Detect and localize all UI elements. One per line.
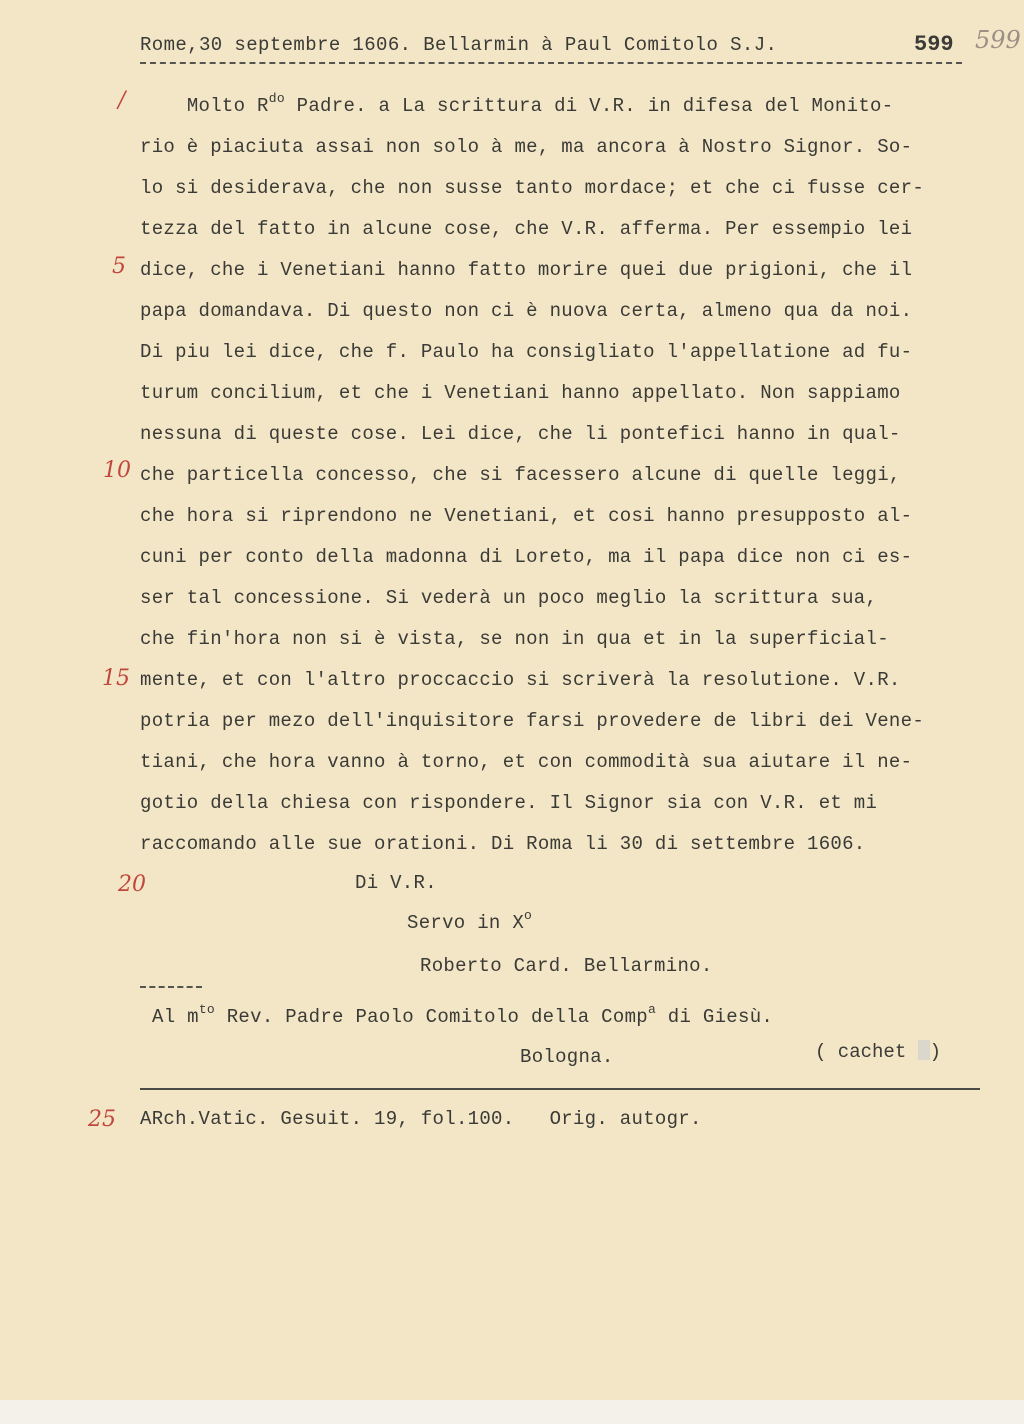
archive-source: ARch.Vatic. Gesuit. 19, fol.100. <box>140 1108 515 1130</box>
address-divider <box>140 986 202 988</box>
closing-servo-superscript: o <box>524 908 533 923</box>
salutation-superscript: do <box>268 91 285 106</box>
letter-line: che particella concesso, che si facessero alcune di quelle leggi, <box>140 464 901 486</box>
address-al-superscript: to <box>198 1002 216 1017</box>
letter-body <box>140 86 990 865</box>
document-header: Rome,30 septembre 1606. Bellarmin à Paul Comitolo S.J. <box>140 34 778 56</box>
letter-line: rio è piaciuta assai non solo à me, ma ancora à Nostro Signor. So- <box>140 136 913 158</box>
letter-line: dice, che i Venetiani hanno fatto morire quei due prigioni, che il <box>140 259 913 281</box>
salutation: Molto R <box>186 95 269 117</box>
closing-di-vr: Di V.R. <box>355 872 437 894</box>
letter-line: nessuna di queste cose. Lei dice, che li pontefici hanno in qual- <box>140 423 901 445</box>
letter-line: lo si desiderava, che non susse tanto mordace; et che ci fusse cer- <box>140 177 925 199</box>
letter-line: che hora si riprendono ne Venetiani, et cosi hanno presupposto al- <box>140 505 913 527</box>
letter-line-text: Padre. a La scrittura di V.R. in difesa del Monito- <box>284 95 894 117</box>
line-number-5: 5 <box>112 254 126 279</box>
footer-divider <box>140 1088 980 1090</box>
address-line <box>152 1002 774 1028</box>
address-al: Al m <box>152 1006 199 1028</box>
line-number-25: 25 <box>88 1107 116 1132</box>
line-number-1: / <box>118 88 126 113</box>
signature: Roberto Card. Bellarmino. <box>420 955 713 977</box>
line-number-15: 15 <box>102 666 130 691</box>
letter-line <box>140 86 990 127</box>
archive-reference <box>140 1108 702 1130</box>
letter-line: papa domandava. Di questo non ci è nuova certa, almeno qua da noi. <box>140 300 913 322</box>
letter-line: tiani, che hora vanno à torno, et con commodità sua aiutare il ne- <box>140 751 913 773</box>
cachet-text: ( cachet <box>815 1041 907 1063</box>
line-number-10: 10 <box>103 458 131 483</box>
address-text: Rev. Padre Paolo Comitolo della Comp <box>215 1006 648 1028</box>
letter-line: turum concilium, et che i Venetiani hanno appellato. Non sappiamo <box>140 382 901 404</box>
folio-number-handwritten: 599 <box>975 26 1021 54</box>
letter-line: potria per mezo dell'inquisitore farsi provedere de libri dei Vene- <box>140 710 925 732</box>
address-end: di Giesù. <box>656 1006 774 1028</box>
cachet-note <box>815 1040 941 1063</box>
address-city: Bologna. <box>520 1046 614 1068</box>
letter-line: gotio della chiesa con rispondere. Il Signor sia con V.R. et mi <box>140 792 878 814</box>
letter-line: Di piu lei dice, che f. Paulo ha consigliato l'appellatione ad fu- <box>140 341 913 363</box>
closing-servo-text: Servo in X <box>407 912 525 934</box>
scan-bottom-edge <box>0 1400 1024 1424</box>
letter-line: mente, et con l'altro proccaccio si scriverà la resolutione. V.R. <box>140 669 901 691</box>
letter-line: che fin'hora non si è vista, se non in qua et in la superficial- <box>140 628 889 650</box>
archive-note: Orig. autogr. <box>549 1108 702 1130</box>
folio-number-typed: 599 <box>914 32 954 57</box>
letter-line: cuni per conto della madonna di Loreto, ma il papa dice non ci es- <box>140 546 913 568</box>
letter-line: ser tal concessione. Si vederà un poco meglio la scrittura sua, <box>140 587 878 609</box>
header-divider <box>140 62 962 64</box>
letter-line: tezza del fatto in alcune cose, che V.R. afferma. Per essempio lei <box>140 218 913 240</box>
address-comp-superscript: a <box>647 1002 657 1017</box>
closing-servo <box>407 908 533 934</box>
letter-line: raccomando alle sue orationi. Di Roma li 30 di settembre 1606. <box>140 833 866 855</box>
seal-mark <box>918 1040 930 1060</box>
cachet-close: ) <box>929 1041 942 1063</box>
line-number-20: 20 <box>118 872 146 897</box>
